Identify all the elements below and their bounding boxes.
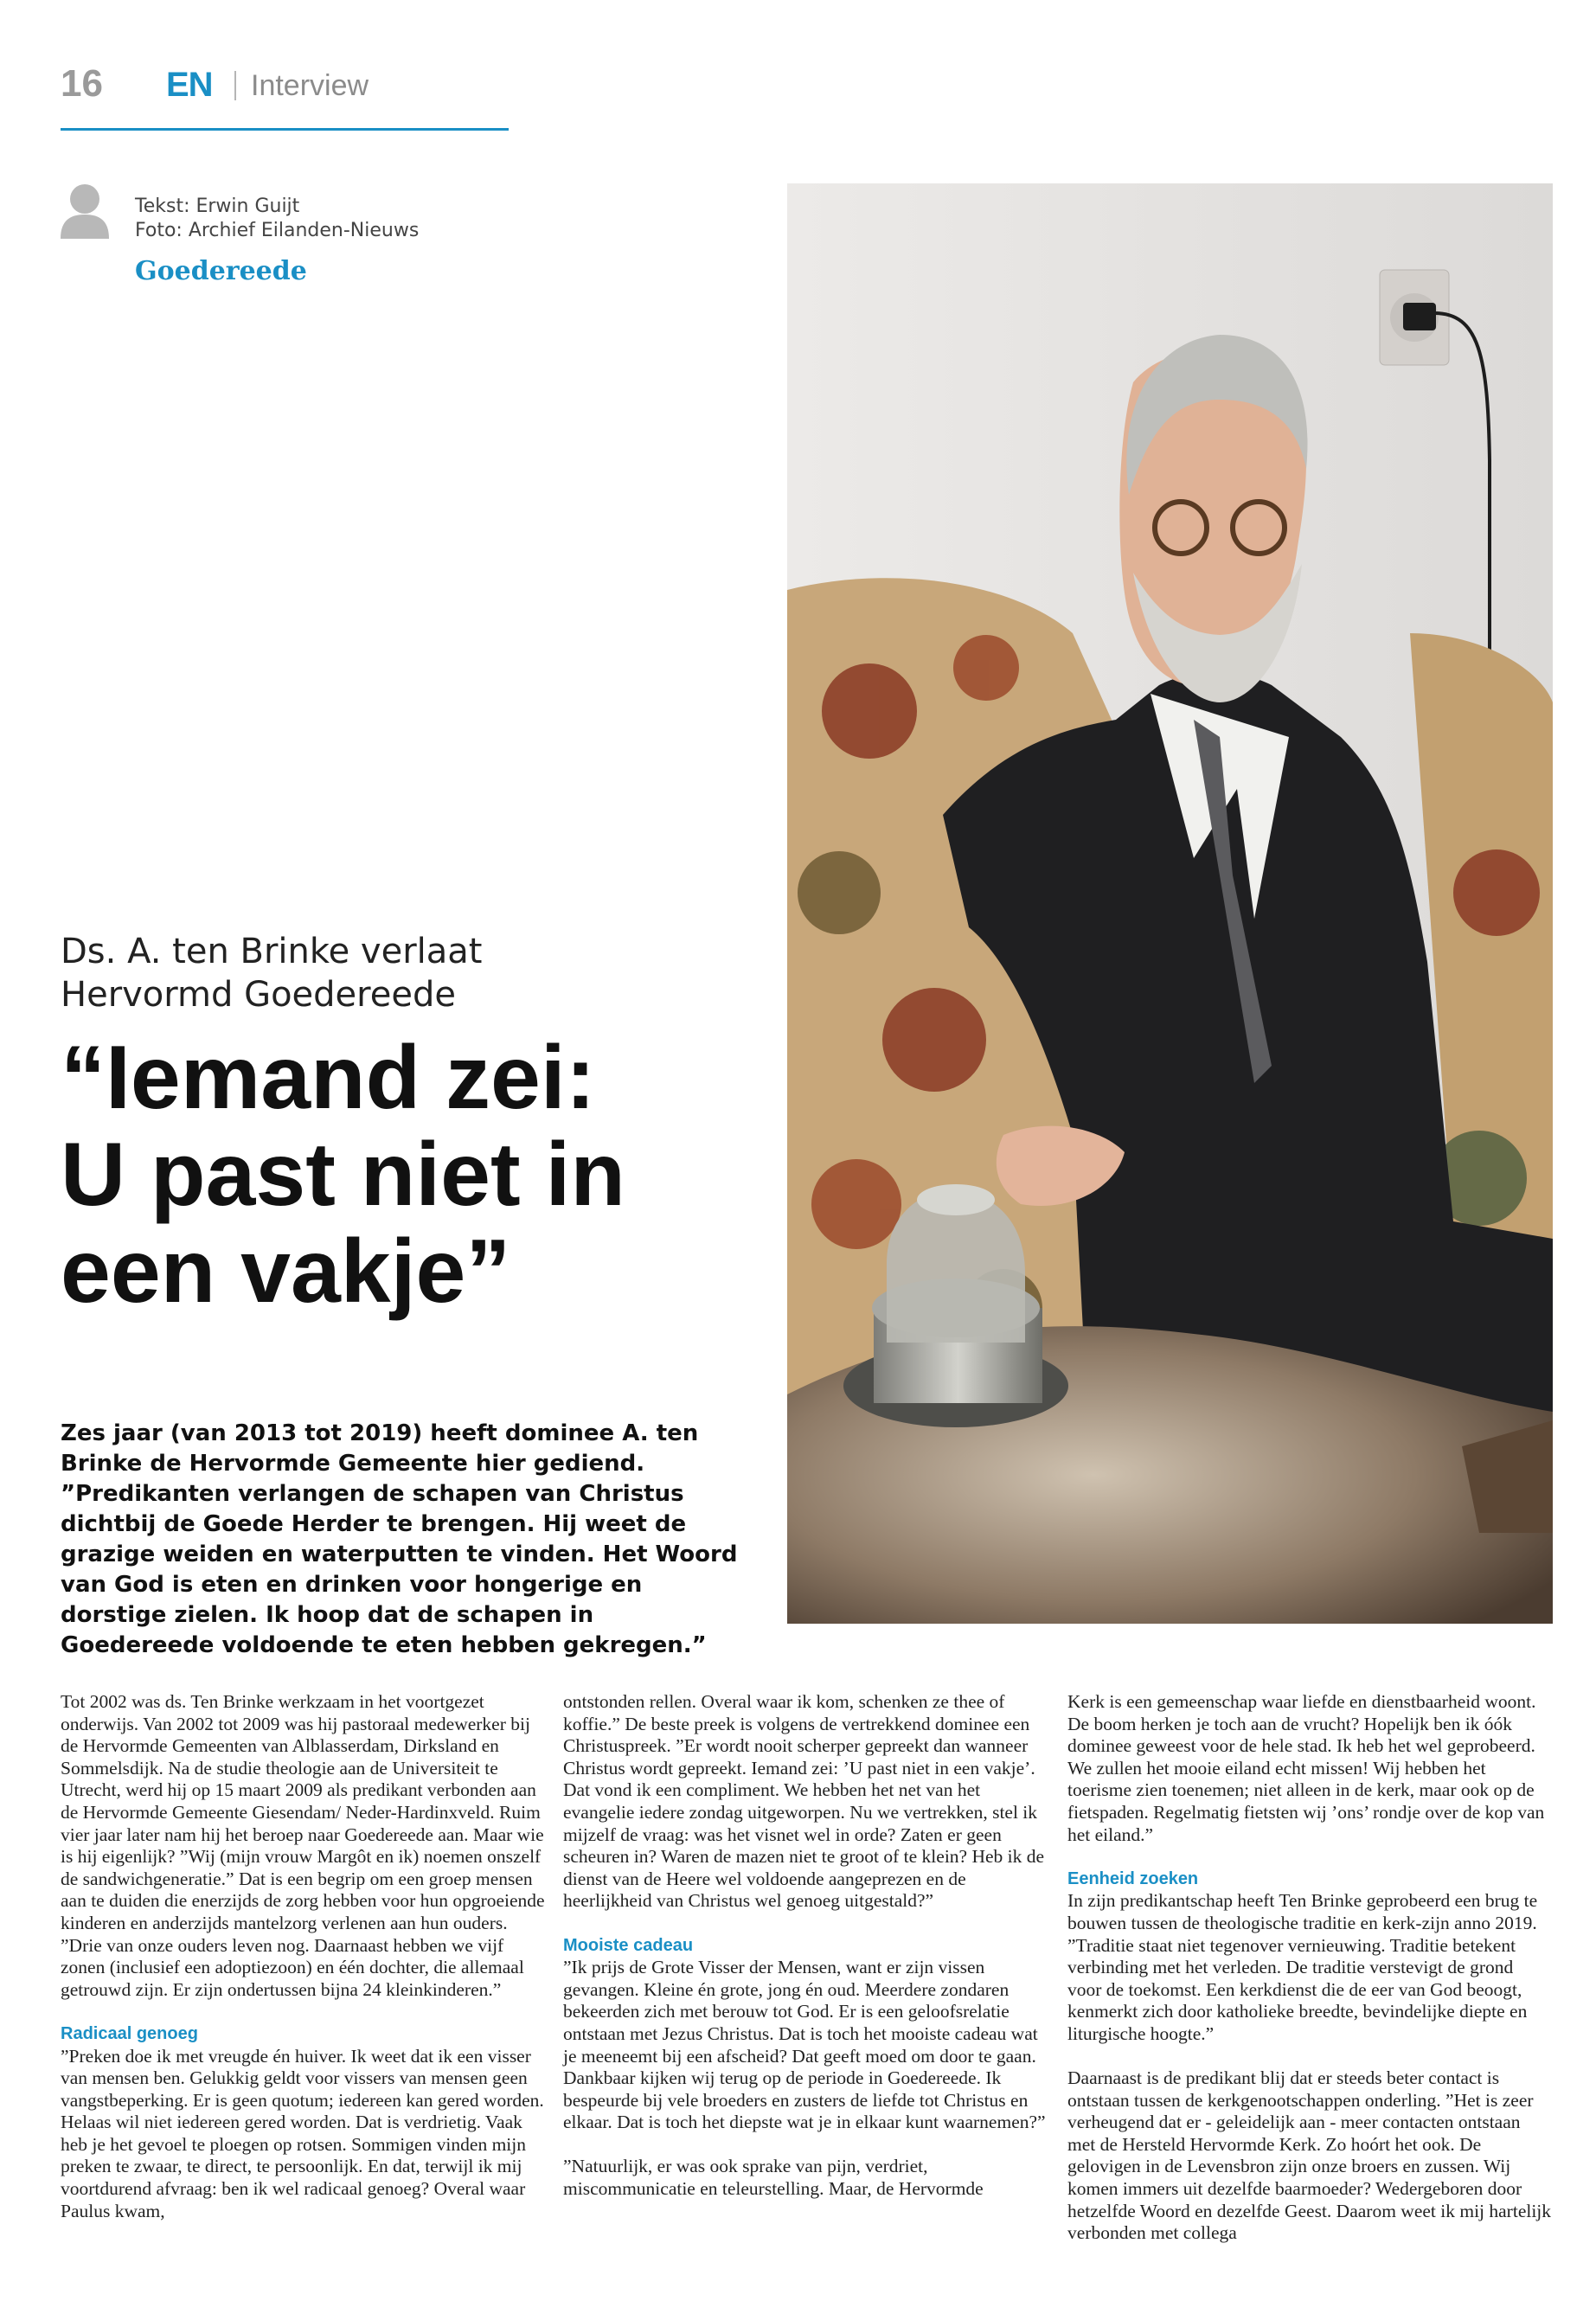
paragraph: Daarnaast is de predikant blij dat er steeds beter contact is ontstaan tussen de kerkgenootschappen onderling. ”Het is zeer verheugend dat er - geleidelijk aan - meer contacten ontstaan met de Hersteld Hervormde Kerk. Zo hoórt het ook. De gelovigen in de Levensbron zijn onze broers en zussen. Wij komen immers uit dezelfde baarmoeder? Wedergeboren door hetzelfde Woord en dezelfde Geest. Daarom weet ik mij hartelijk verbonden met collega (1067, 2067, 1552, 2244)
section-label: Interview (251, 69, 369, 102)
headline-line: een vakje” (61, 1221, 511, 1322)
paragraph: Kerk is een gemeenschap waar liefde en dienstbaarheid woont. De boom herken je toch aan de vrucht? Hopelijk ben ik óók dominee geweest voor de hele stad. Ik heb het wel geprobeerd. We zullen het mooie eiland echt missen! Wij hebben het toerisme zien toenemen; niet alleen in de kerk, maar ook op de fietspaden. Regelmatig fietsten wij ’ons’ rondje over de kop van het eiland.” (1067, 1691, 1545, 1845)
article-location: Goedereede (135, 256, 307, 286)
headline-line: U past niet in (61, 1125, 625, 1225)
subtitle-line: Hervormd Goedereede (61, 975, 456, 1015)
paragraph: ”Preken doe ik met vreugde én huiver. Ik weet dat ik een visser van mensen ben. Gelukkig geldt voor vissers van mensen geen vangstbeperking. Er is geen quotum; iedereen kan gered worden. Helaas wil niet iedereen gered worden. Dat is verdrietig. Vaak heb je het gevoel te ploegen op rotsen. Sommigen vinden mijn preken te zwaar, te direct, te persoonlijk. En dat, terwijl ik mij voortdurend afvraag: ben ik wel radicaal genoeg? Overal waar Paulus kwam, (61, 2045, 544, 2221)
page-number: 16 (61, 62, 103, 105)
author-avatar-icon (59, 182, 111, 239)
paragraph: Tot 2002 was ds. Ten Brinke werkzaam in het voortgezet onderwijs. Van 2002 tot 2009 was hij pastoraal medewerker bij de Hervormde Gemeenten van Alblasserdam, Dirksland en Sommelsdijk. Na de studie theologie aan de Universiteit te Utrecht, werd hij op 15 maart 2009 als predikant verbonden aan de Hervormde Gemeente Giesendam/ Neder-Hardinxveld. Ruim vier jaar later nam hij het beroep naar Goedereede aan. Maar wie is hij eigenlijk? ”Wij (mijn vrouw Margôt en ik) noemen onszelf de sandwichgeneratie.” Dat is een begrip om een groep mensen aan te duiden die enerzijds de zorg hebben voor hun opgroeiende kinderen en anderzijds mantelzorg verlenen aan hun ouders. ”Drie van onze ouders leven nog. Daarnaast hebben we vijf zonen (inclusief een adoptiezoon) en één dochter, die allemaal getrouwd zijn. Er zijn ondertussen bijna 24 kleinkinderen.” (61, 1691, 545, 2000)
article-subtitle (61, 930, 482, 1016)
paragraph: ”Ik prijs de Grote Visser der Mensen, want er zijn vissen gevangen. Kleine én grote, jong én oud. Meerdere zondaren bekeerden zich met berouw tot God. Er is een geloofsrelatie ontstaan met Jezus Christus. Dat is toch het mooiste cadeau wat je meeneemt bij een afscheid? Dat geeft moed om door te gaan. Dankbaar kijken wij terug op de periode in Goedereede. Ik bespeurde bij vele broeders en zusters de liefde tot Christus en elkaar. Dat is toch het diepste wat je in elkaar kunt waarnemen?” (563, 1957, 1046, 2133)
subheading: Eenheid zoeken (1067, 1868, 1199, 1888)
magazine-logo: EN (166, 66, 213, 104)
paragraph: ontstonden rellen. Overal waar ik kom, schenken ze thee of koffie.” De beste preek is volgens de vertrekkend dominee een Christuspreek. ”Er wordt nooit scherper gepreekt dan wanneer Christus wordt gepreekt. Iemand zei: ’U past niet in een vakje’. Dat vond ik een compliment. We hebben het net van het evangelie iedere zondag uitgeworpen. Nu we vertrekken, stel ik mijzelf de vraag: was het visnet wel in orde? Zaten er geen scheuren in? Waren de mazen niet te groot of te klein? Heb ik de dienst van de Heere wel voldoende aangeprezen en de heerlijkheid van Christus wel genoeg uitgestald?” (563, 1691, 1045, 1912)
byline-photo: Foto: Archief Eilanden-Nieuws (135, 220, 420, 241)
text-column-3 (1067, 1691, 1552, 2245)
paragraph: ”Natuurlijk, er was ook sprake van pijn, verdriet, miscommunicatie en teleurstelling. Maar, de Hervormde (563, 2156, 984, 2200)
subtitle-line: Ds. A. ten Brinke verlaat (61, 932, 483, 971)
headline-line: “Iemand zei: (61, 1028, 596, 1128)
article-lead: Zes jaar (van 2013 tot 2019) heeft dominee A. ten Brinke de Hervormde Gemeente hier gediend. ”Predikanten verlangen de schapen van Christus dichtbij de Goede Herder te brengen. Hij weet de grazige weiden en waterputten te vinden. Het Woord van God is eten en drinken voor hongerige en dorstige zielen. Ik hoop dat de schapen in Goedereede voldoende te eten hebben gekregen.” (61, 1420, 738, 1658)
article-headline (61, 1029, 770, 1320)
byline-author: Tekst: Erwin Guijt (135, 195, 300, 217)
paragraph: In zijn predikantschap heeft Ten Brinke geprobeerd een brug te bouwen tussen de theologische traditie en kerk-zijn anno 2019. ”Traditie staat niet tegenover vernieuwing. Traditie betekent verbinding met het verleden. De traditie verstevigt de grond voor de toekomst. Een kerkdienst die de eer van God beoogt, kenmerkt zich door katholieke breedte, bevindelijke diepte en liturgische hoogte.” (1067, 1890, 1538, 2044)
text-column-2 (563, 1691, 1048, 2201)
subheading: Mooiste cadeau (563, 1935, 694, 1955)
header-divider (234, 71, 236, 100)
portrait-photo (787, 183, 1553, 1624)
subheading: Radicaal genoeg (61, 2023, 198, 2043)
header-rule (61, 128, 509, 131)
text-column-1 (61, 1691, 545, 2222)
